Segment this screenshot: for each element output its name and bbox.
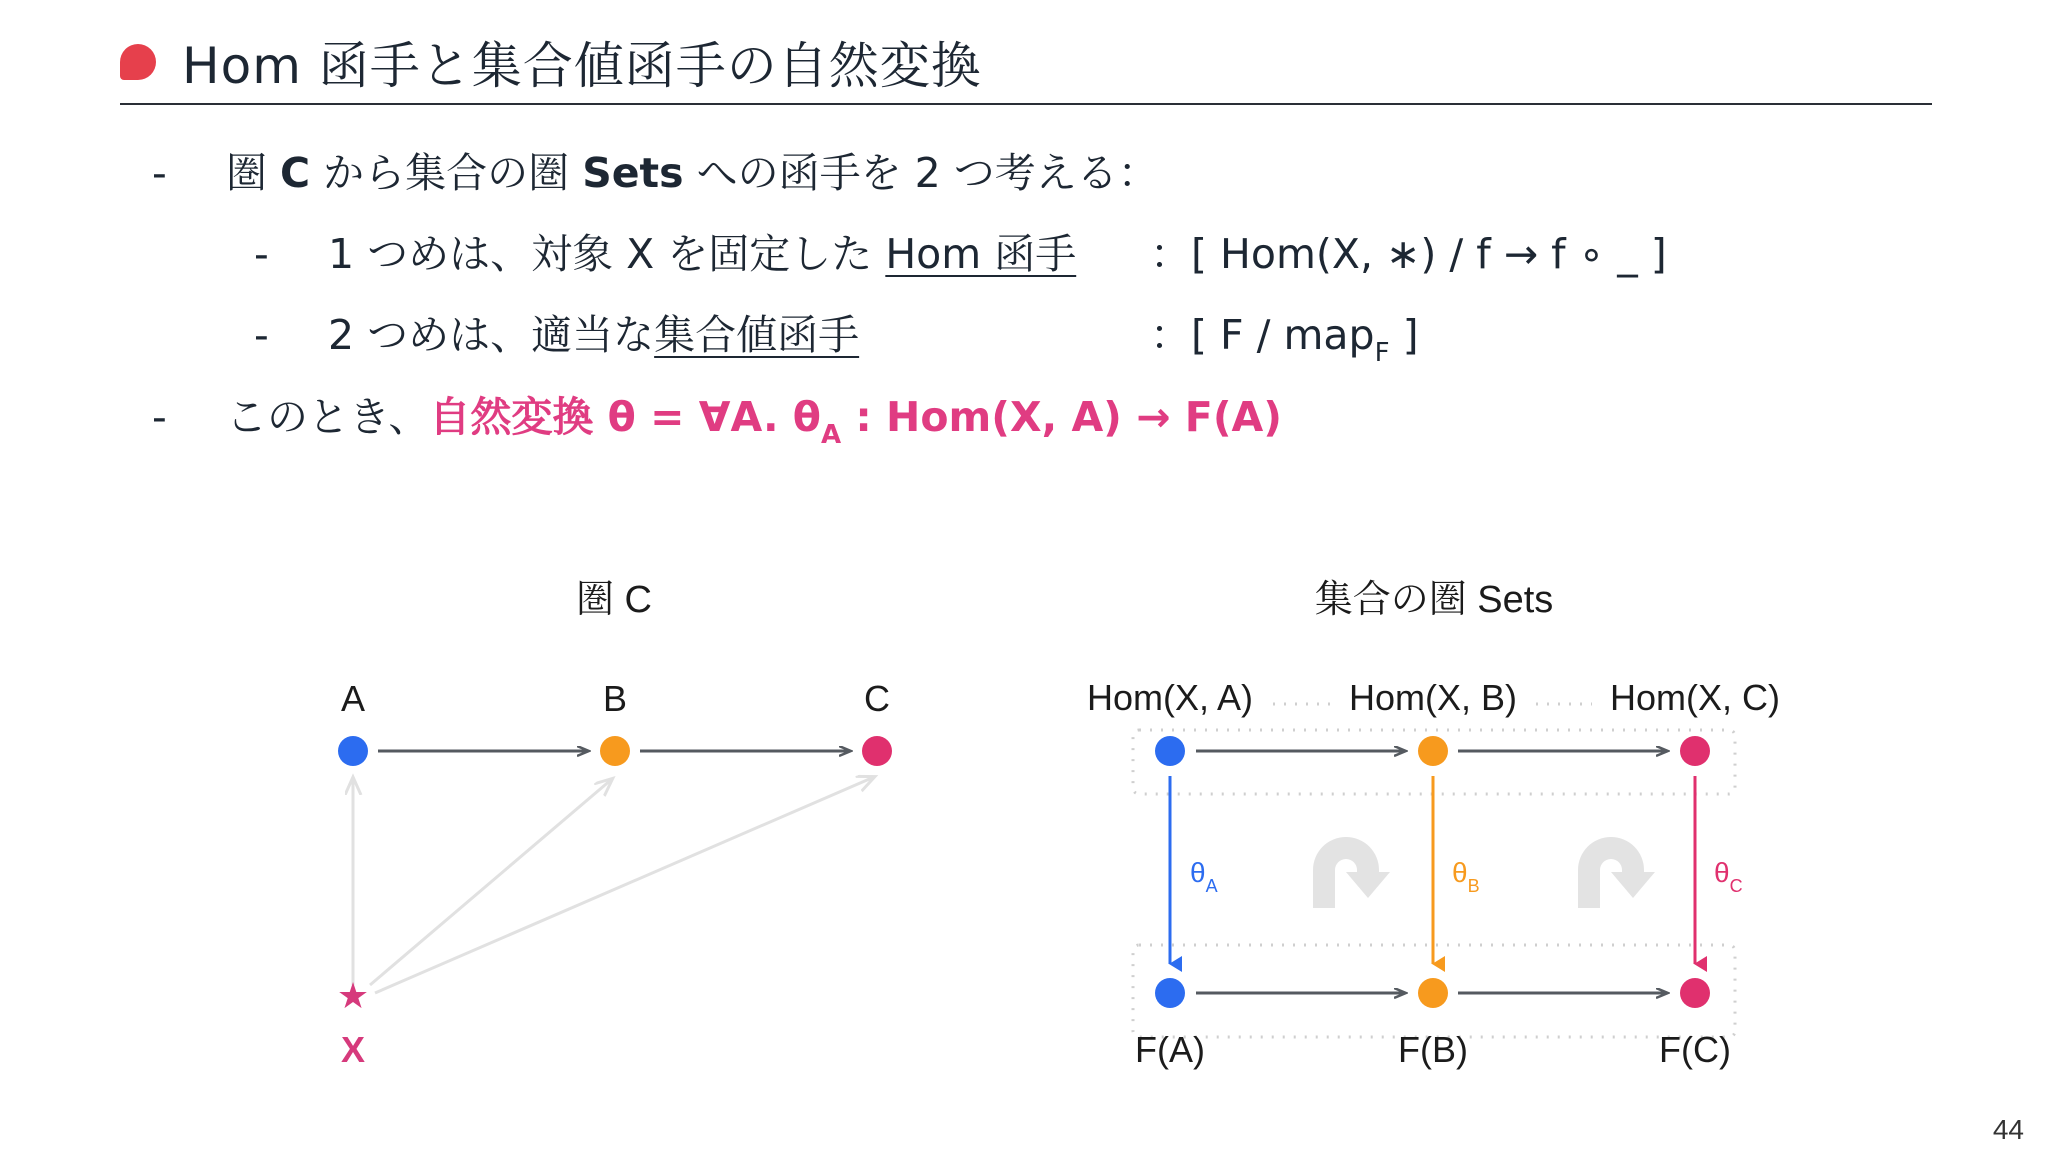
theta-c-label: $\theta_C$ <box>1714 857 1743 896</box>
left-diagram-title: 圏 C <box>575 579 653 621</box>
hom-xc-node <box>1680 736 1710 766</box>
slide-title: Hom 函手と集合値函手の自然変換 <box>182 37 982 95</box>
f-b-node <box>1418 978 1448 1008</box>
bullet-2-spec: ：[ Hom(X, ∗) / f → f ∘ _ ] <box>1150 230 1667 278</box>
bullet-dash: - <box>152 393 167 441</box>
hom-xa-label: Hom(X, A) <box>1086 677 1254 718</box>
bullet-1-mid: から集合の圏 <box>310 149 583 197</box>
node-a-label: A <box>340 678 366 719</box>
bullet-dash: - <box>254 230 269 278</box>
f-c-node <box>1680 978 1710 1008</box>
node-x-label: X <box>340 1029 366 1070</box>
theta-b-label: $\theta_B$ <box>1452 857 1480 896</box>
star-x-icon: ★ <box>336 975 370 1016</box>
set-valued-functor-link[interactable]: 集合値函手 <box>654 311 860 359</box>
node-c-label: C <box>864 678 890 719</box>
hom-xb-label: Hom(X, B) <box>1348 677 1518 718</box>
page-number: 44 <box>1992 1114 2024 1145</box>
f-a-label: F(A) <box>1135 1029 1205 1070</box>
node-b-label: B <box>602 678 628 719</box>
commute-arrow-icon <box>1313 837 1390 908</box>
node-a <box>338 736 368 766</box>
bullet-3-spec-sub: F <box>1374 338 1390 368</box>
hom-functor-link[interactable]: Hom 函手 <box>885 230 1077 278</box>
hom-xc-label: Hom(X, C) <box>1610 677 1780 718</box>
highlight-post: : Hom(X, A) → F(A) <box>841 393 1283 441</box>
node-c <box>862 736 892 766</box>
category-c: C <box>280 149 311 197</box>
bullet-4-pre: このとき、 <box>226 393 430 441</box>
bullet-3-pre: 2 つめは、適当な <box>328 311 655 359</box>
arrow-x-to-b <box>370 779 612 985</box>
bullet-1-post: への函手を 2 つ考える： <box>683 149 1159 197</box>
bullet-3-spec-pre: ：[ F / map <box>1150 311 1375 359</box>
highlight-sub: A <box>820 420 842 450</box>
right-diagram <box>1087 579 1780 1070</box>
right-diagram-title: 集合の圏 Sets <box>1314 579 1554 621</box>
arrow-x-to-c <box>375 777 874 993</box>
f-c-label: F(C) <box>1659 1029 1731 1070</box>
node-b <box>600 736 630 766</box>
bullet-dash: - <box>254 311 269 359</box>
bullet-1-pre: 圏 <box>226 149 281 197</box>
left-diagram <box>337 579 892 1070</box>
hom-xb-node <box>1418 736 1448 766</box>
bullet-dash: - <box>152 149 167 197</box>
hom-xa-node <box>1155 736 1185 766</box>
commute-arrow-icon <box>1578 837 1655 908</box>
bullet-2-pre: 1 つめは、対象 X を固定した <box>328 230 886 278</box>
f-b-label: F(B) <box>1398 1029 1468 1070</box>
bullet-3-spec-post: ] <box>1389 311 1419 359</box>
highlight-pre: 自然変換 θ = ∀A. θ <box>429 393 821 441</box>
category-sets: Sets <box>582 149 684 197</box>
f-a-node <box>1155 978 1185 1008</box>
theta-a-label: $\theta_A$ <box>1190 857 1218 896</box>
